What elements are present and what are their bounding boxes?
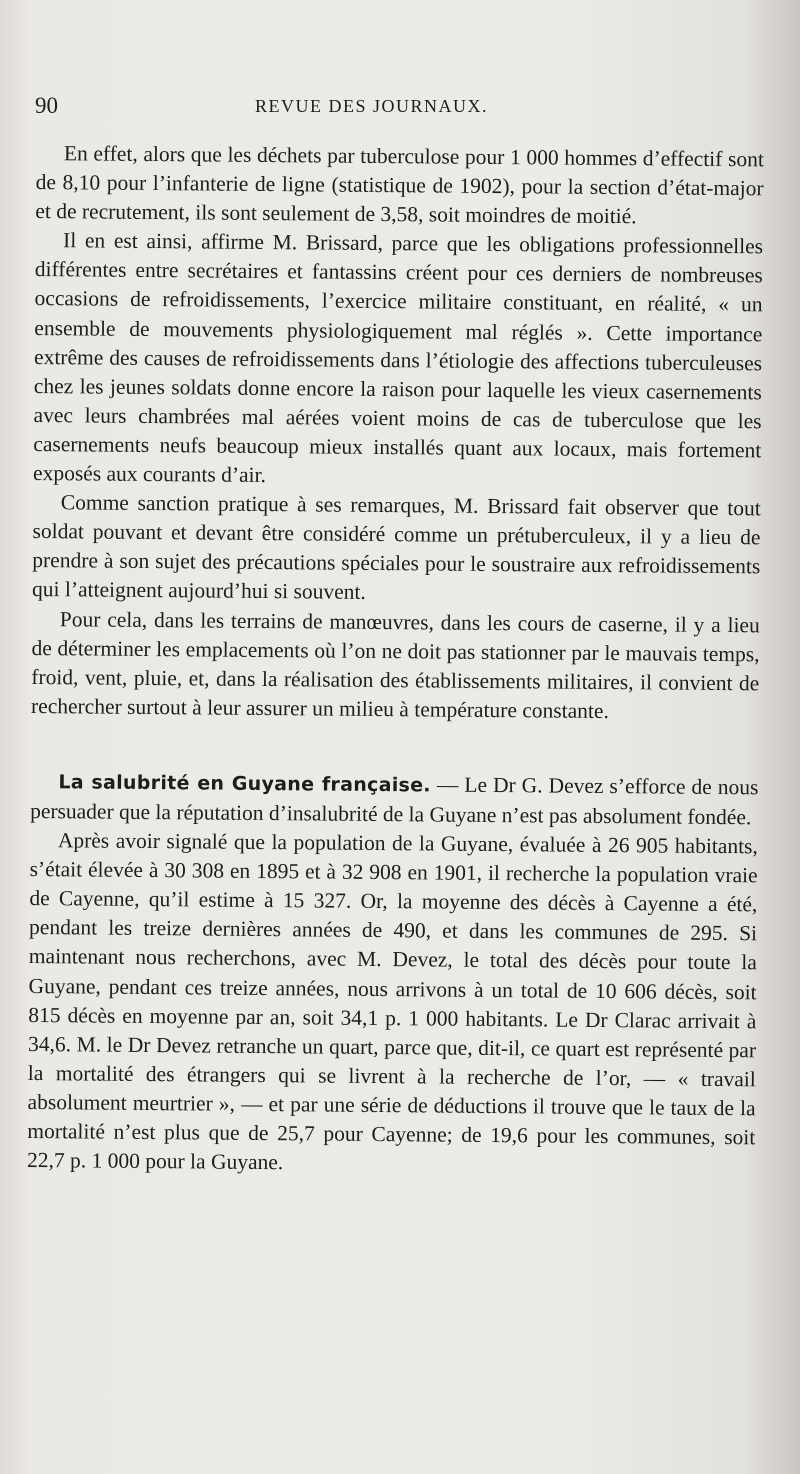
page-header bbox=[35, 93, 765, 123]
section-heading: La salubrité en Guyane française. bbox=[58, 771, 431, 797]
section-paragraph-lead bbox=[30, 767, 758, 833]
paragraph-3: Comme sanction pratique à ses remarques, M. Brissard fait observer que tout soldat pouvant et devant être considéré comme un prétuberculeux, il y a lieu de prendre à son sujet des précautions spéciales pour le soustraire aux refroidissements qui l’atteignent aujourd’hui si souvent. bbox=[31, 490, 761, 605]
paragraph-2: Il en est ainsi, affirme M. Brissard, parce que les obligations professionnelles différentes entre secrétaires et fantassins créent pour ces derniers de nombreuses occasions de refroidissements, l’exercice militaire constituant, en réalité, « un ensemble de mouvements physiologiquement mal réglés ». Cette importance extrême des causes de refroidissements dans l’étiologie des affections tuberculeuses chez les jeunes soldats donne encore la raison pour laquelle les vieux casernements avec leurs chambrées mal aérées voient moins de cas de tuberculose que les casernements neufs beaucoup mieux installés quant aux locaux, mais fortement exposés aux courants d’air. bbox=[32, 228, 764, 488]
paragraph-4: Pour cela, dans les terrains de manœuvres, dans les cours de caserne, il y a lieu de déterminer les emplacements où l’on ne doit pas stationner par le mauvais temps, froid, vent, pluie, et, dans la réalisation des établissements militaires, il convient de rechercher surtout à leur assurer un milieu à température constante. bbox=[30, 606, 760, 723]
running-title: REVUE DES JOURNAUX. bbox=[255, 96, 489, 116]
section-lead-text: — Le Dr G. Devez s’efforce de nous persuader que la réputation d’insalubrité de la Guyane n’est pas absolument fondée. bbox=[30, 772, 759, 830]
body-text bbox=[27, 139, 764, 1182]
section-gap bbox=[31, 721, 759, 773]
paragraph-1: En effet, alors que les déchets par tuberculose pour 1 000 hommes d’effectif sont de 8,10 pour l’infanterie de ligne (statistique de 1902), pour la section d’état-major et de recrutement, ils sont seulement de 3,58, soit moindres de moitié. bbox=[35, 141, 764, 229]
page-number: 90 bbox=[35, 93, 58, 118]
section-paragraph-1: Après avoir signalé que la population de la Guyane, évaluée à 26 905 habitants, s’était élevée à 30 308 en 1895 et à 32 908 en 1901, il recherche la population vraie de Cayenne, qu’il estime à 15 327. Or, la moyenne des décès à Cayenne a été, pendant les treize dernières années de 490, et dans les communes de 295. Si maintenant nous recherchons, avec M. Devez, le total des décès pour toute la Guyane, pendant ces treize années, nous arrivons à un total de 10 606 décès, soit 815 décès en moyenne par an, soit 34,1 p. 1 000 habitants. Le Dr Clarac arrivait à 34,6. M. le Dr Devez retranche un quart, parce que, dit-il, ce quart est représenté par la mortalité des étrangers qui se livrent à la recherche de l’or, — « travail absolument meurtrier », — et par une série de déductions il trouve que le taux de la mortalité n’est plus que de 25,7 pour Cayenne; de 19,6 pour les communes, soit 22,7 p. 1 000 pour la Guyane. bbox=[26, 828, 758, 1175]
